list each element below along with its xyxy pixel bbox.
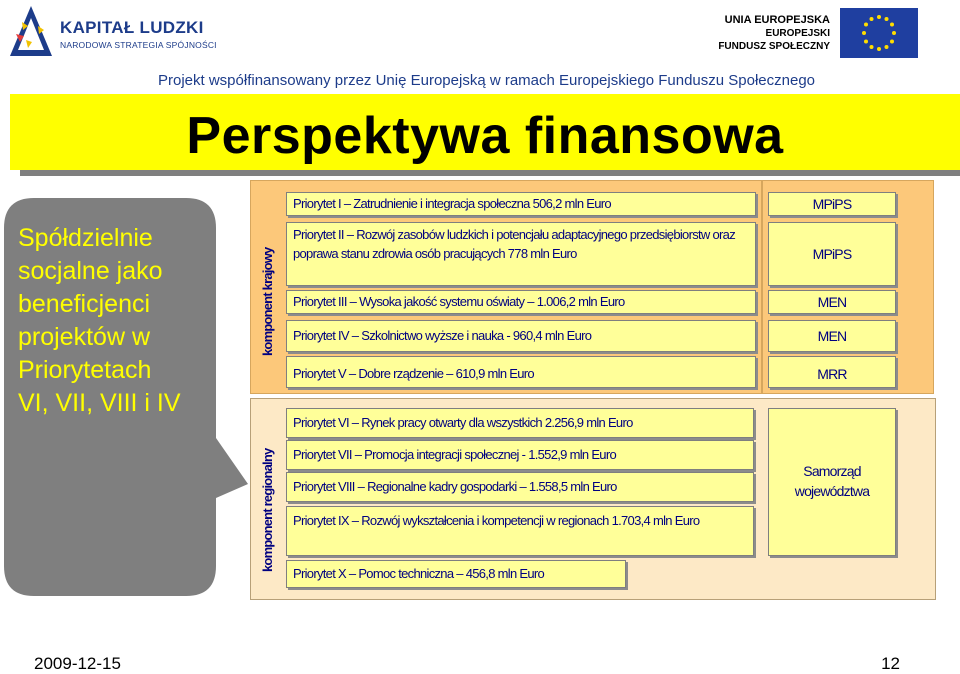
priority-text: Priorytet I – Zatrudnienie i integracja społeczna 506,2 mln Euro	[293, 196, 611, 211]
institution-badge	[768, 408, 896, 556]
priority-text: Priorytet IX – Rozwój wykształcenia i kompetencji w regionach 1.703,4 mln Euro	[293, 513, 700, 528]
institution-text: Samorząd województwa	[794, 463, 870, 499]
institution-badge: MEN	[768, 320, 896, 352]
footer-date: 2009-12-15	[34, 654, 121, 673]
eu-logo-line3: FUNDUSZ SPOŁECZNY	[718, 41, 830, 52]
priority-text: Priorytet X – Pomoc techniczna – 456,8 mln Euro	[293, 566, 545, 581]
priority-item	[286, 472, 754, 502]
project-cofinancing-note: Projekt współfinansowany przez Unię Europejską w ramach Europejskiego Funduszu Społecznego	[158, 72, 816, 89]
kapital-ludzki-emblem-icon	[8, 4, 54, 58]
priority-text: Priorytet II – Rozwój zasobów ludzkich i potencjału adaptacyjnego przedsiębiorstw oraz poprawa stanu zdrowia osób pracujących 778 mln Euro	[293, 227, 736, 261]
priority-text: Priorytet VII – Promocja integracji społecznej - 1.552,9 mln Euro	[293, 447, 617, 462]
page-title: Perspektywa finansowa	[186, 107, 784, 165]
priority-item	[286, 356, 756, 388]
eu-logo-text	[718, 14, 830, 53]
institution-badge: MPiPS	[768, 222, 896, 286]
priority-item	[286, 408, 754, 438]
kapital-ludzki-subtitle: NARODOWA STRATEGIA SPÓJNOŚCI	[60, 40, 217, 50]
priority-item	[286, 222, 756, 286]
eu-flag-icon	[840, 8, 918, 58]
priority-text: Priorytet V – Dobre rządzenie – 610,9 mln Euro	[293, 366, 534, 381]
institution-badge: MRR	[768, 356, 896, 388]
priority-text: Priorytet VI – Rynek pracy otwarty dla wszystkich 2.256,9 mln Euro	[293, 415, 633, 430]
priority-item	[286, 440, 754, 470]
priority-item	[286, 320, 756, 352]
eu-logo	[708, 8, 918, 60]
kapital-ludzki-title: KAPITAŁ LUDZKI	[60, 18, 204, 37]
priority-text: Priorytet VIII – Regionalne kadry gospodarki – 1.558,5 mln Euro	[293, 479, 617, 494]
priority-item	[286, 560, 626, 588]
priority-item	[286, 192, 756, 216]
priority-text: Priorytet III – Wysoka jakość systemu oświaty – 1.006,2 mln Euro	[293, 294, 625, 309]
institution-badge: MEN	[768, 290, 896, 314]
page-number: 12	[881, 654, 900, 673]
kapital-ludzki-logo	[8, 4, 217, 58]
national-component-label: komponent krajowy	[260, 247, 275, 356]
eu-logo-line1: UNIA EUROPEJSKA	[724, 14, 830, 26]
regional-component-label: komponent regionalny	[260, 448, 275, 572]
institution-badge: MPiPS	[768, 192, 896, 216]
priority-item	[286, 290, 756, 314]
eu-logo-line2: EUROPEJSKI	[765, 28, 830, 39]
priority-item	[286, 506, 754, 556]
priority-text: Priorytet IV – Szkolnictwo wyższe i nauka - 960,4 mln Euro	[293, 328, 592, 343]
callout-text: Spółdzielnie socjalne jako beneficjenci projektów w Priorytetach VI, VII, VIII i IV	[18, 224, 181, 417]
